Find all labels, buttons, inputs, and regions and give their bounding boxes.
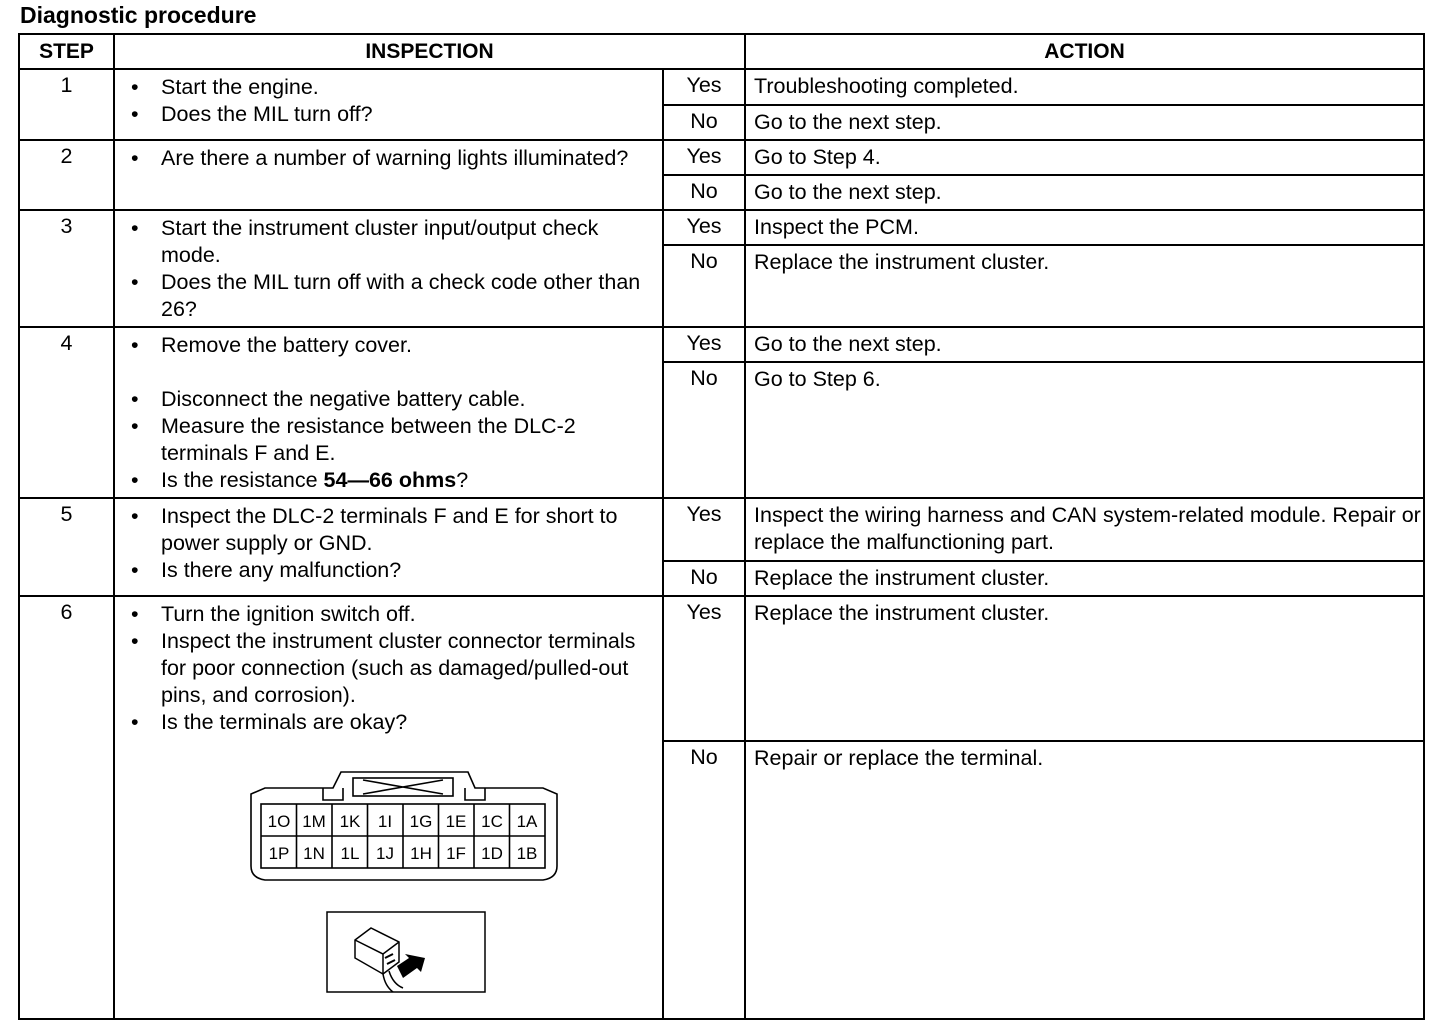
inspection-inset-frame	[327, 912, 485, 992]
pin-label: 1F	[446, 844, 466, 863]
no-action: Go to Step 6.	[745, 362, 1424, 498]
pin-label: 1A	[516, 812, 538, 831]
list-item: • Is the terminals are okay?	[131, 709, 662, 736]
pin-label: 1K	[339, 812, 361, 831]
connector-notch	[323, 788, 343, 800]
yes-label: Yes	[663, 596, 745, 741]
no-label: No	[663, 175, 745, 210]
connector-diagram	[243, 766, 563, 996]
no-label: No	[663, 561, 745, 596]
yes-action: Troubleshooting completed.	[745, 69, 1424, 105]
no-label: No	[663, 362, 745, 498]
no-action: Repair or replace the terminal.	[745, 741, 1424, 1019]
inspection-cell	[114, 327, 663, 498]
inspection-cell	[114, 596, 663, 1019]
no-action: Go to the next step.	[745, 175, 1424, 210]
wire-lines	[383, 971, 403, 992]
list-item: • Remove the battery cover.	[131, 332, 662, 359]
list-item: • Turn the ignition switch off.	[131, 601, 662, 628]
yes-label: Yes	[663, 69, 745, 105]
step-number: 3	[19, 210, 114, 327]
step-number: 2	[19, 140, 114, 210]
no-action: Go to the next step.	[745, 105, 1424, 140]
table-row	[19, 327, 1424, 362]
pin-label: 1I	[377, 812, 393, 831]
step-number: 5	[19, 498, 114, 596]
list-item: • Start the instrument cluster input/output check mode.	[131, 215, 662, 269]
yes-label: Yes	[663, 140, 745, 175]
no-label: No	[663, 105, 745, 140]
yes-action: Inspect the PCM.	[745, 210, 1424, 245]
yes-label: Yes	[663, 498, 745, 561]
pin-label: 1E	[445, 812, 467, 831]
yes-action: Go to Step 4.	[745, 140, 1424, 175]
pin-label: 1M	[302, 812, 326, 831]
pin-label: 1L	[340, 844, 360, 863]
pin-label: 1H	[410, 844, 432, 863]
step-number: 1	[19, 69, 114, 140]
header-inspection: INSPECTION	[114, 34, 745, 69]
no-label: No	[663, 741, 745, 1019]
header-step: STEP	[19, 34, 114, 69]
list-item: • Start the engine.	[131, 74, 662, 101]
list-item: • Inspect the DLC-2 terminals F and E for short to power supply or GND.	[131, 503, 662, 557]
inspection-cell	[114, 498, 663, 596]
step-number: 6	[19, 596, 114, 1019]
table-row	[19, 69, 1424, 105]
yes-action: Go to the next step.	[745, 327, 1424, 362]
table-header-row	[19, 34, 1424, 69]
list-item: • Does the MIL turn off?	[131, 101, 662, 128]
header-action: ACTION	[745, 34, 1424, 69]
pin-label: 1G	[409, 812, 433, 831]
table-row	[19, 596, 1424, 741]
no-action: Replace the instrument cluster.	[745, 561, 1424, 596]
inspection-cell	[114, 210, 663, 327]
list-item: • Is there any malfunction?	[131, 557, 662, 584]
pin-label: 1B	[516, 844, 538, 863]
table-row	[19, 140, 1424, 175]
lock-tab-x	[363, 780, 443, 794]
yes-action: Replace the instrument cluster.	[745, 596, 1424, 741]
table-row	[19, 498, 1424, 561]
inspection-arrow-icon	[397, 954, 425, 978]
pin-label: 1N	[303, 844, 325, 863]
pin-label: 1C	[481, 812, 503, 831]
pin-label: 1D	[481, 844, 503, 863]
pin-label: 1P	[268, 844, 290, 863]
pin-label: 1J	[376, 844, 394, 863]
question-mark: ?	[456, 468, 469, 492]
resistance-question: Is the resistance	[161, 468, 318, 492]
yes-label: Yes	[663, 327, 745, 362]
yes-label: Yes	[663, 210, 745, 245]
inspection-cell	[114, 69, 663, 140]
yes-action: Inspect the wiring harness and CAN system-related module. Repair or replace the malfunctioning part.	[745, 498, 1424, 561]
diagnostic-table	[18, 33, 1425, 1020]
list-item: • Inspect the instrument cluster connector terminals for poor connection (such as damaged/pulled-out pins, and corrosion).	[131, 628, 662, 709]
table-row	[19, 210, 1424, 245]
connector-notch	[465, 788, 485, 800]
list-item: • Measure the resistance between the DLC-2 terminals F and E.	[131, 413, 662, 467]
pin-label: 1O	[267, 812, 291, 831]
page-title: Diagnostic procedure	[20, 2, 257, 28]
list-item	[131, 467, 662, 494]
inspection-cell	[114, 140, 663, 210]
no-label: No	[663, 245, 745, 327]
resistance-value: 54—66 ohms	[323, 468, 457, 492]
list-item: • Does the MIL turn off with a check code other than 26?	[131, 269, 662, 323]
list-item: • Are there a number of warning lights illuminated?	[131, 145, 662, 172]
no-action: Replace the instrument cluster.	[745, 245, 1424, 327]
step-number: 4	[19, 327, 114, 498]
list-item: • Disconnect the negative battery cable.	[131, 386, 662, 413]
